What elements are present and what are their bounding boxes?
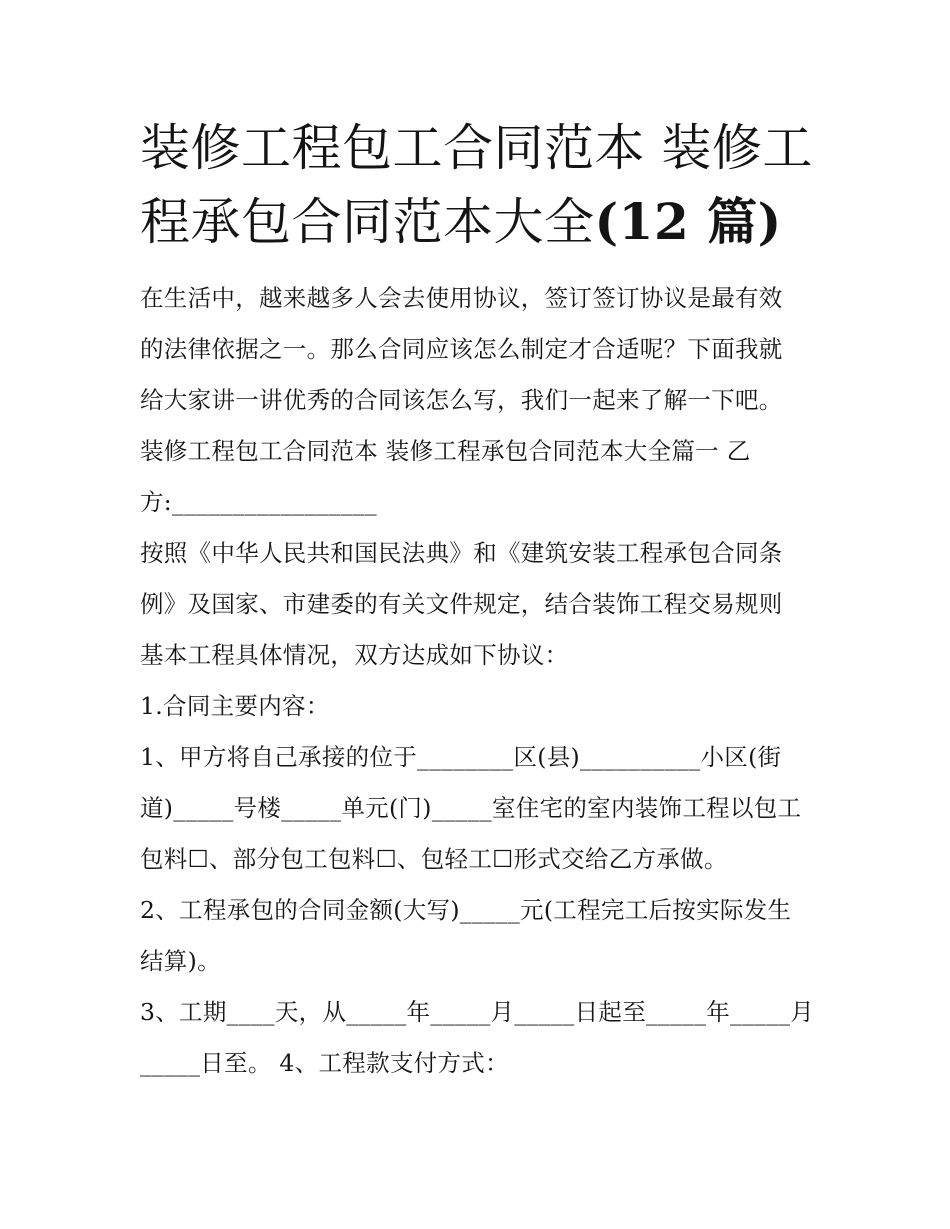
title-line-1: 装修工程包工合同范本 装修工	[140, 119, 813, 177]
document-body	[140, 273, 820, 1089]
text-line: 包料☐、部分包工包料☐、包轻工☐形式交给乙方承做。	[140, 845, 728, 873]
document-page	[140, 112, 820, 1089]
text-line: 1.合同主要内容：	[140, 692, 330, 720]
text-line: 方:_________________	[140, 488, 377, 516]
text-line: 给大家讲一讲优秀的合同该怎么写，我们一起来了解一下吧。	[140, 386, 783, 414]
title-line-2-text: 程承包合同范本大全	[140, 193, 595, 251]
text-line: 结算)。	[140, 947, 221, 975]
text-line: 装修工程包工合同范本 装修工程承包合同范本大全篇一 乙	[140, 437, 751, 465]
text-line: 道)_____号楼_____单元(门)_____室住宅的室内装饰工程以包工	[140, 794, 802, 822]
text-line: 例》及国家、市建委的有关文件规定，结合装饰工程交易规则	[140, 590, 783, 618]
document-title	[140, 112, 820, 259]
text-line: 1、甲方将自己承接的位于________区(县)__________小区(街	[140, 743, 782, 771]
text-line: 按照《中华人民共和国民法典》和《建筑安装工程承包合同条	[140, 539, 783, 567]
text-line: 3、工期____天，从_____年_____月_____日起至_____年_____月	[140, 998, 815, 1026]
text-line: 基本工程具体情况，双方达成如下协议：	[140, 641, 569, 669]
title-line-2	[140, 185, 820, 259]
text-line: 的法律依据之一。那么合同应该怎么制定才合适呢？下面我就	[140, 335, 783, 363]
title-count: (12 篇)	[594, 192, 782, 251]
text-line: _____日至。 4、工程款支付方式：	[140, 1049, 509, 1077]
text-line: 2、工程承包的合同金额(大写)_____元(工程完工后按实际发生	[140, 896, 792, 924]
text-line: 在生活中，越来越多人会去使用协议，签订签订协议是最有效	[140, 284, 783, 312]
